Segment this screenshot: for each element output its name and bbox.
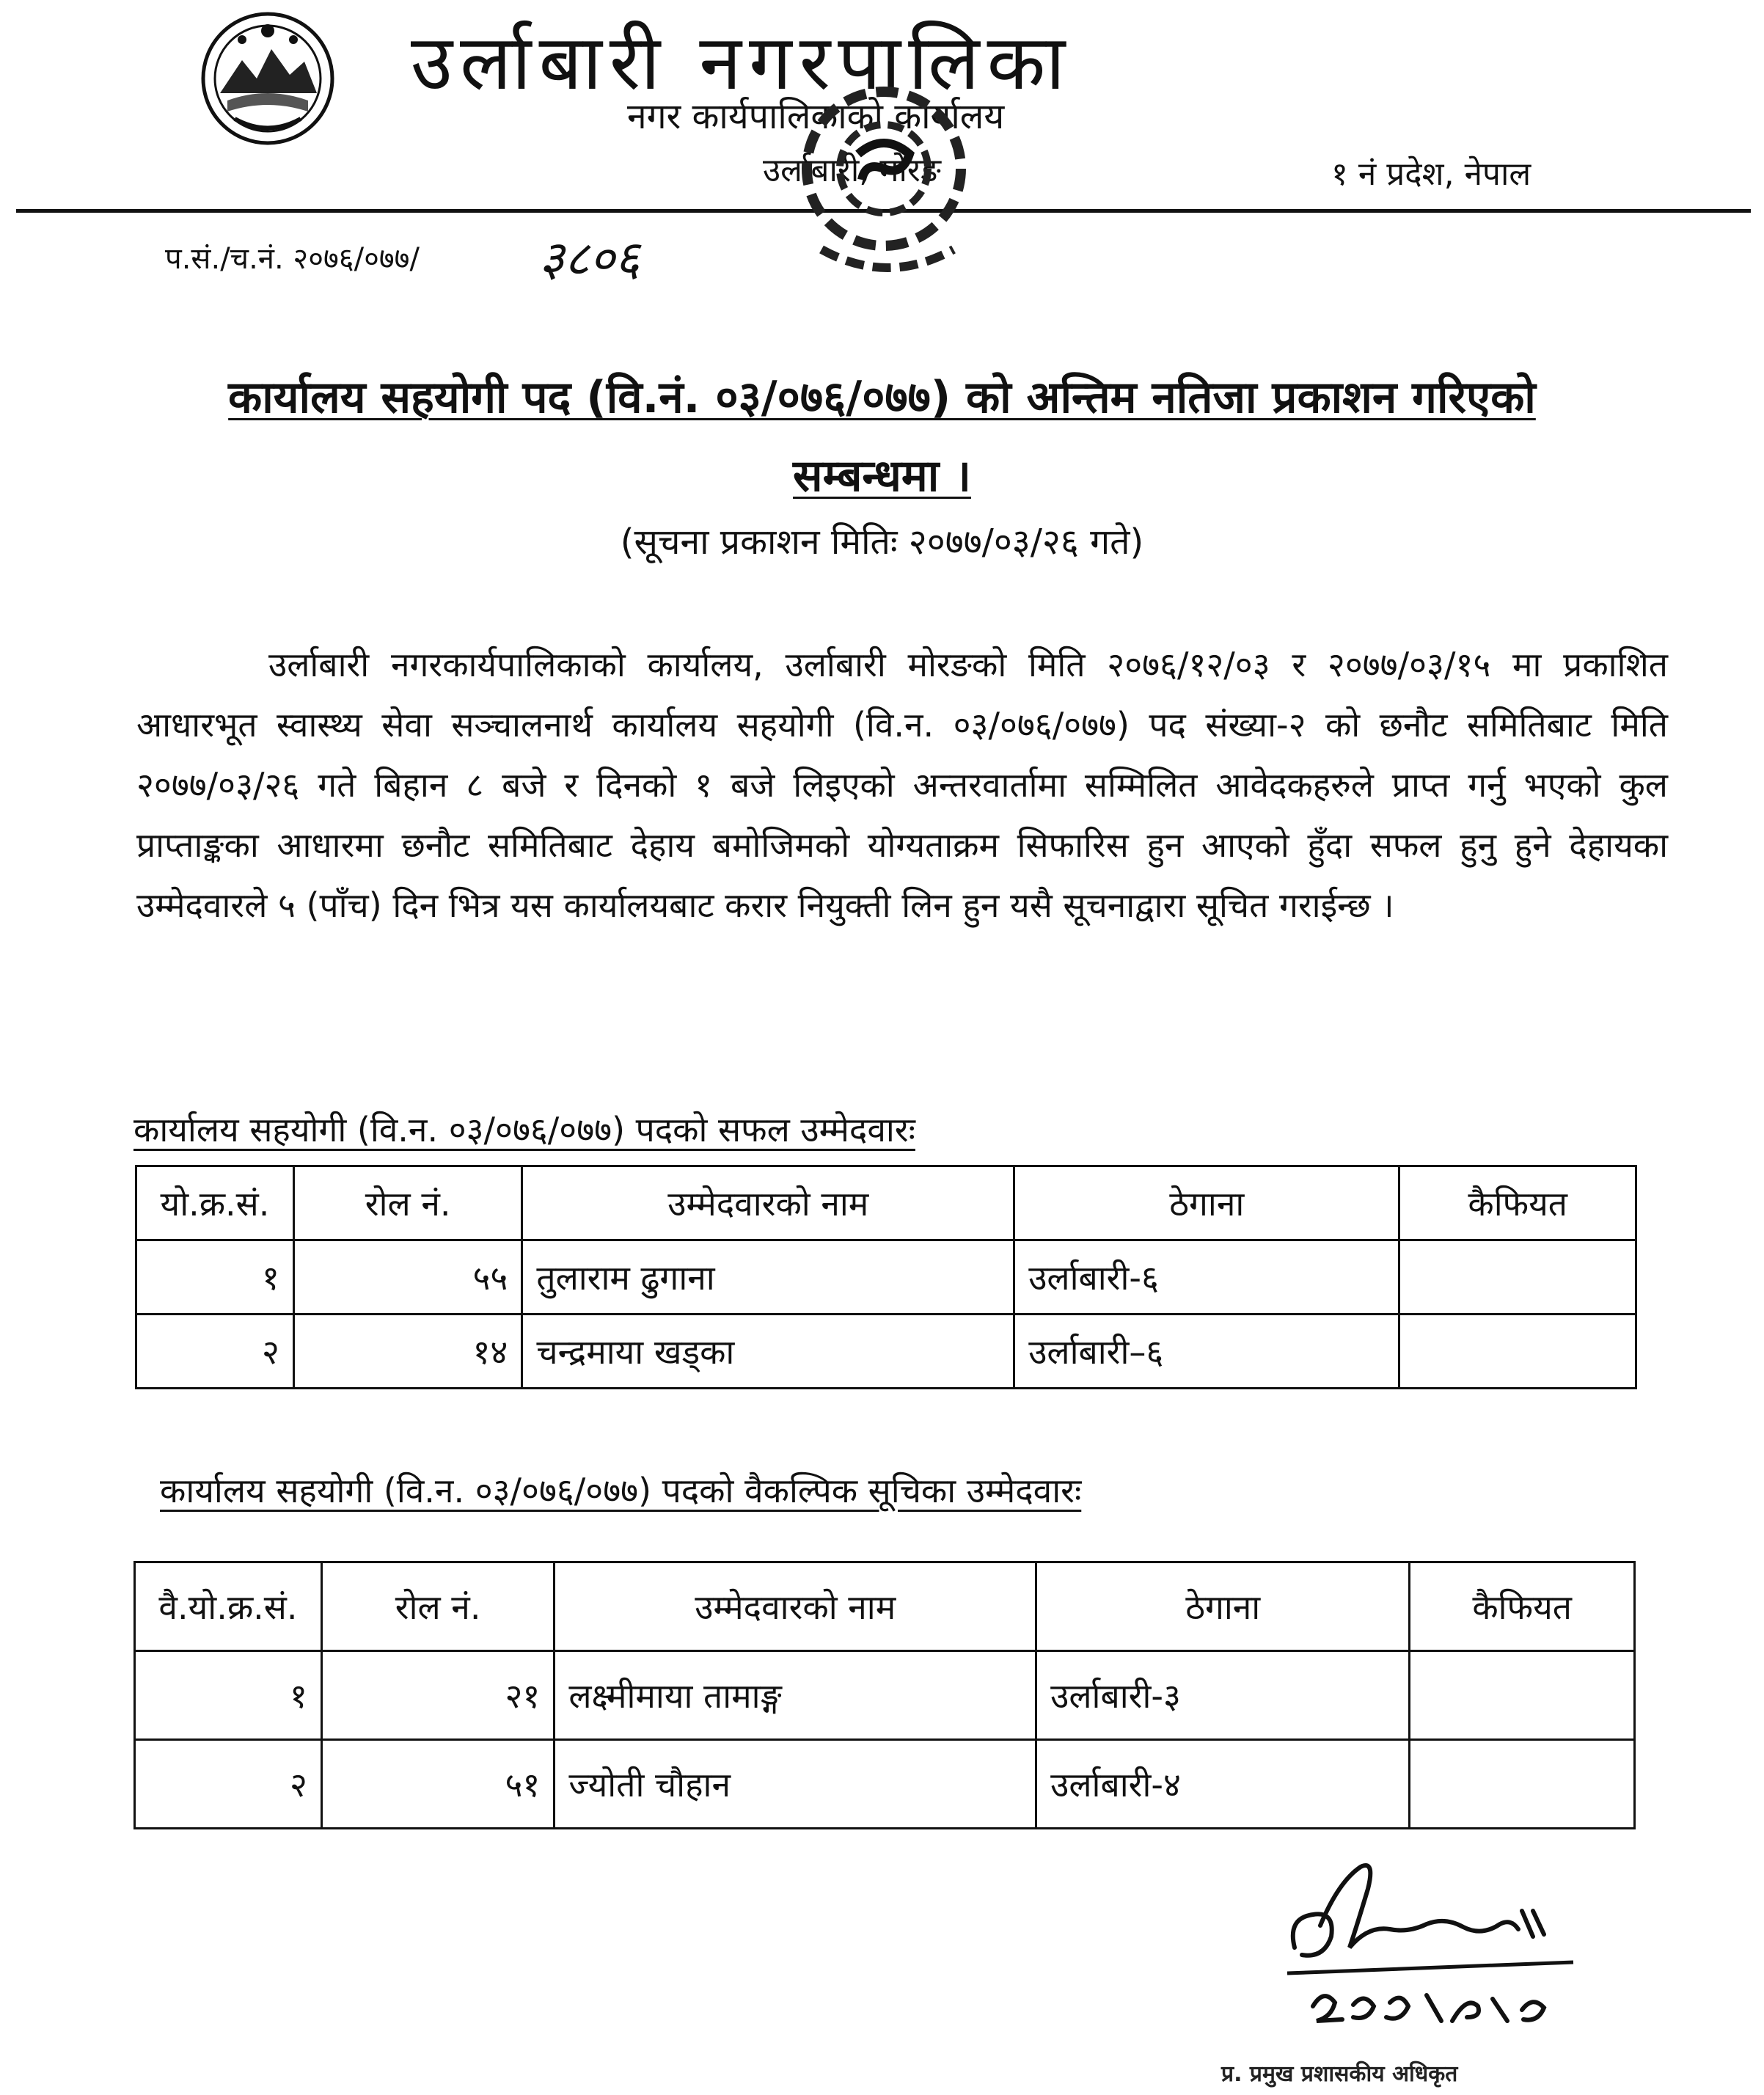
cell-serial: १ — [136, 1240, 294, 1315]
table-row — [136, 1315, 1636, 1389]
subject-text-2: सम्बन्धमा । — [793, 450, 971, 502]
subject-line-1 — [110, 368, 1654, 427]
header-serial: वै.यो.क्र.सं. — [135, 1562, 322, 1651]
emblem-icon — [198, 9, 337, 148]
cell-remarks — [1410, 1651, 1635, 1740]
reference-number: ३८०६ — [539, 230, 640, 287]
signature-caption: प्र. प्रमुख प्रशासकीय अधिकृत — [1221, 2061, 1458, 2087]
cell-remarks — [1399, 1240, 1636, 1315]
subject-line-2 — [110, 444, 1654, 504]
header-address: ठेगाना — [1036, 1562, 1410, 1651]
cell-remarks — [1410, 1740, 1635, 1829]
header-roll: रोल नं. — [293, 1166, 521, 1240]
cell-remarks — [1399, 1315, 1636, 1389]
cell-roll: १४ — [293, 1315, 521, 1389]
header-remarks: कैफियत — [1399, 1166, 1636, 1240]
stamp-icon — [777, 81, 990, 301]
header-remarks: कैफियत — [1410, 1562, 1635, 1651]
reference-label: प.सं./च.नं. २०७६/०७७/ — [165, 242, 420, 276]
table-header-row — [135, 1562, 1635, 1651]
cell-roll: २१ — [321, 1651, 554, 1740]
office-subtitle: नगर कार्यपालिकाको कार्यालय — [627, 96, 1005, 137]
office-name: उर्लाबारी नगरपालिका — [411, 18, 1073, 107]
alternate-candidates-title: कार्यालय सहयोगी (वि.न. ०३/०७६/०७७) पदको वैकल्पिक सूचिका उम्मेदवारः — [160, 1471, 1082, 1510]
cell-name: ज्योती चौहान — [555, 1740, 1036, 1829]
province-label: १ नं प्रदेश, नेपाल — [1331, 156, 1531, 193]
publish-date: (सूचना प्रकाशन मितिः २०७७/०३/२६ गते) — [620, 522, 1144, 563]
cell-name: तुलाराम ढुगाना — [522, 1240, 1014, 1315]
cell-roll: ५१ — [321, 1740, 554, 1829]
cell-address: उर्लाबारी-६ — [1014, 1240, 1399, 1315]
cell-serial: २ — [136, 1315, 294, 1389]
table-row — [136, 1240, 1636, 1315]
successful-candidates-table — [135, 1165, 1637, 1389]
cell-name: चन्द्रमाया खड्का — [522, 1315, 1014, 1389]
body-paragraph: उर्लाबारी नगरकार्यपालिकाको कार्यालय, उर्लाबारी मोरङको मिति २०७६/१२/०३ र २०७७/०३/१५ मा प्रकाशित आधारभूत स्वास्थ्य सेवा सञ्चालनार्थ कार्यालय सहयोगी (वि.न. ०३/०७६/०७७) पद संख्या-२ को छनौट समितिबाट मिति २०७७/०३/२६ गते बिहान ८ बजे र दिनको १ बजे लिइएको अन्तरवार्तामा सम्मिलित आवेदकहरुले प्राप्त गर्नु भएको कुल प्राप्ताङ्कका आधारमा छनौट समितिबाट देहाय बमोजिमको योग्यताक्रम सिफारिस हुन आएको हुँदा सफल हुनु हुने देहायका उम्मेदवारले ५ (पाँच) दिन भित्र यस कार्यालयबाट करार नियुक्ती लिन हुन यसै सूचनाद्वारा सूचित गराईन्छ । — [136, 645, 1668, 925]
table-header-row — [136, 1166, 1636, 1240]
subject-text: कार्यालय सहयोगी पद (वि.नं. ०३/०७६/०७७) को अन्तिम नतिजा प्रकाशन गरिएको — [228, 372, 1536, 423]
alternate-candidates-table — [133, 1561, 1636, 1829]
header-roll: रोल नं. — [321, 1562, 554, 1651]
cell-roll: ५५ — [293, 1240, 521, 1315]
cell-address: उर्लाबारी-३ — [1036, 1651, 1410, 1740]
cell-name: लक्ष्मीमाया तामाङ्ग — [555, 1651, 1036, 1740]
table-row — [135, 1740, 1635, 1829]
cell-address: उर्लाबारी-४ — [1036, 1740, 1410, 1829]
cell-serial: १ — [135, 1651, 322, 1740]
office-location: उर्लाबारी, मोरङ — [763, 152, 941, 189]
header-name: उम्मेदवारको नाम — [555, 1562, 1036, 1651]
cell-serial: २ — [135, 1740, 322, 1829]
successful-candidates-title: कार्यालय सहयोगी (वि.न. ०३/०७६/०७७) पदको सफल उम्मेदवारः — [133, 1110, 915, 1149]
signature-icon — [1280, 1838, 1588, 2058]
cell-address: उर्लाबारी–६ — [1014, 1315, 1399, 1389]
header-address: ठेगाना — [1014, 1166, 1399, 1240]
table-row — [135, 1651, 1635, 1740]
header-serial: यो.क्र.सं. — [136, 1166, 294, 1240]
header-name: उम्मेदवारको नाम — [522, 1166, 1014, 1240]
